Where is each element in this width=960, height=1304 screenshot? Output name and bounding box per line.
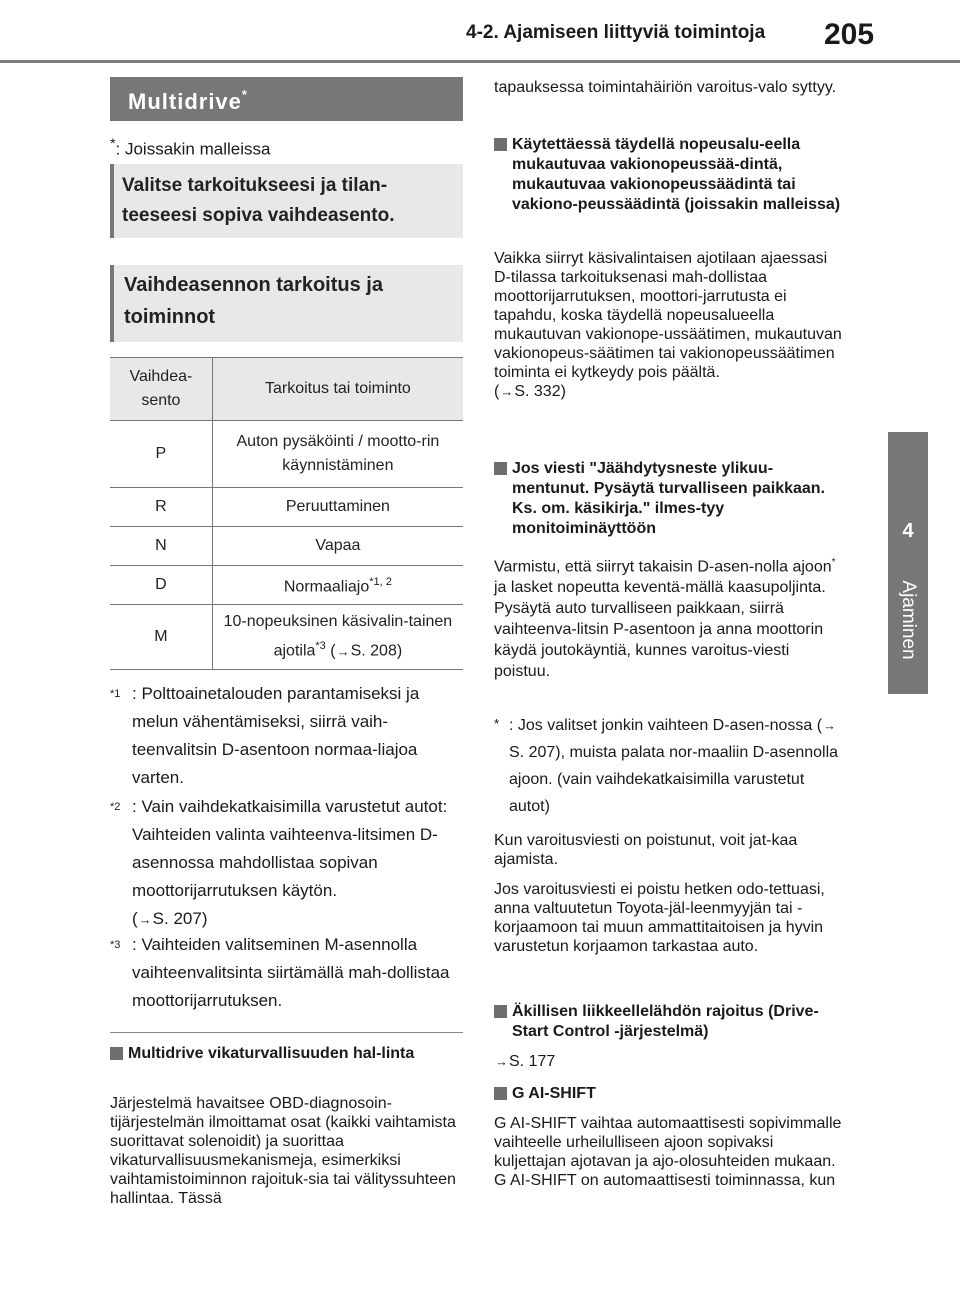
square-bullet-icon bbox=[494, 1087, 507, 1100]
bullet-heading-coolant bbox=[494, 459, 849, 539]
footnote-mark: *1, 2 bbox=[369, 576, 392, 589]
chapter-number: 4 bbox=[902, 520, 914, 542]
footnote-text: : Jos valitset jonkin vaihteen D-asen-nossa ( bbox=[509, 717, 823, 734]
page-number: 205 bbox=[824, 18, 875, 51]
gear-position: P bbox=[110, 421, 212, 488]
section-title-multidrive bbox=[110, 77, 463, 121]
footnote-mark: * bbox=[241, 87, 248, 102]
subsection-heading: Vaihdeasennon tarkoitus ja toiminnot bbox=[124, 274, 383, 328]
table-row bbox=[110, 488, 463, 527]
intro-box bbox=[110, 164, 463, 238]
page-reference: S. 207) bbox=[152, 909, 208, 928]
bullet-heading-g-ai-shift bbox=[494, 1084, 849, 1104]
paragraph-coolant bbox=[494, 552, 846, 682]
footnote-text: : Vain vaihdekatkaisimilla varustetut autot: Vaihteiden valinta vaihteenva-litsimen D-asennossa mahdollistaa sopivan moottorijarrutuksen käytön. bbox=[132, 797, 448, 900]
paragraph-text: Vaikka siirryt käsivalintaisen ajotilaan ajaessasi D-tilassa tarkoituksenasi mah-dollistaa moottorijarrutuksen, moottori-jarrutusta ei tapahdu, koska täydellä nopeusalueella mukautuvan vakionope-ussäätimen, mukautuvan vakionopeus-säätimen tai vakionopeussäätimen toiminta ei kytkeydy pois päältä. bbox=[494, 250, 842, 381]
bullet-heading-text: Äkillisen liikkeellelähdön rajoitus (Drive-Start Control -järjestelmä) bbox=[512, 1003, 819, 1040]
footnote-3 bbox=[110, 931, 465, 1015]
gear-function: 10-nopeuksinen käsivalin-tainen ajotila$^{*3}$ (→S. 208) bbox=[212, 605, 463, 670]
square-bullet-icon bbox=[494, 1005, 507, 1018]
gear-function-text: Normaaliajo bbox=[283, 578, 370, 596]
paragraph-after-warning: Kun varoitusviesti on poistunut, voit jat-kaa ajamista. bbox=[494, 832, 798, 868]
gear-position-table bbox=[110, 357, 463, 670]
square-bullet-icon bbox=[110, 1047, 123, 1060]
bullet-heading-text: Multidrive vikaturvallisuuden hal-linta bbox=[128, 1045, 415, 1062]
page-header-title: 4-2. Ajamiseen liittyviä toimintoja bbox=[466, 22, 766, 43]
footnote-2: $^{*2}$ : Vain vaihdekatkaisimilla varustetut autot: Vaihteiden valinta vaihteenva-litsimen D-asennossa mahdollistaa sopivan moottorijarrutuksen käytön. (→S. 207) bbox=[110, 793, 465, 934]
arrow-right-icon: → bbox=[138, 912, 152, 927]
page-reference: S. 332) bbox=[514, 383, 566, 400]
subsection-heading-box bbox=[110, 265, 463, 342]
bullet-heading-fail-safe bbox=[110, 1044, 465, 1064]
table-header-row bbox=[110, 358, 463, 421]
table-row bbox=[110, 605, 463, 670]
paragraph-text: ja lasket nopeutta keventä-mällä kaasupoljinta. Pysäytä auto turvalliseen paikkaan, siirrä vaihteenva-litsin P-asentoon ja anna moottorin käydä joutokäyntiä, kunnes varoitus-viesti poistuu. bbox=[494, 579, 826, 681]
intro-text: Valitse tarkoitukseesi ja tilan-teeseesi sopiva vaihdeasento. bbox=[122, 175, 395, 226]
table-header-position: Vaihdea-sento bbox=[110, 358, 212, 421]
arrow-right-icon: → bbox=[336, 643, 350, 659]
paragraph-cruise: Vaikka siirryt käsivalintaisen ajotilaan ajaessasi D-tilassa tarkoituksenasi mah-dollistaa moottorijarrutuksen, moottori-jarrutusta ei tapahdu, koska täydellä nopeusalueella mukautuvan vakionope-ussäätimen, mukautuvan vakionopeus-säätimen tai vakionopeussäätimen toiminta ei kytkeydy pois päältä. (→S. 332) bbox=[494, 250, 842, 400]
footnote-mark: * bbox=[831, 557, 836, 568]
models-note bbox=[110, 136, 270, 160]
footnote-mark: *1 bbox=[110, 688, 121, 700]
coolant-footnote bbox=[494, 712, 846, 820]
page-reference: S. 208) bbox=[350, 642, 403, 660]
paragraph-continuation: tapauksessa toimintahäiriön varoitus-valo syttyy. bbox=[494, 79, 837, 96]
bullet-heading-cruise bbox=[494, 135, 849, 215]
models-note-text: : Joissakin malleissa bbox=[115, 139, 271, 159]
paragraph-not-cleared: Jos varoitusviesti ei poistu hetken odo-tettuasi, anna valtuutetun Toyota-jäl-leenmyyjän tai -korjaamoon tai muun ammattitaitoisen ja hyvin varustetun korjaamon tarkastaa auto. bbox=[494, 881, 825, 955]
arrow-right-icon: → bbox=[823, 718, 837, 733]
bullet-heading-drive-start-control bbox=[494, 1002, 849, 1042]
footnote-mark: * bbox=[494, 716, 500, 731]
section-title-text: Multidrive bbox=[128, 89, 242, 114]
table-row bbox=[110, 527, 463, 566]
chapter-label: Ajaminen bbox=[898, 580, 919, 660]
bullet-heading-text: Käytettäessä täydellä nopeusalu-eella mukautuvaa vakionopeussää-dintä, mukautuvaa vakionopeussäädintä tai vakiono-peussäädintä (joissakin malleissa) bbox=[512, 136, 841, 213]
gear-position: R bbox=[110, 488, 212, 527]
gear-function: Auton pysäköinti / mootto-rin käynnistäminen bbox=[212, 421, 463, 488]
gear-function: Vapaa bbox=[212, 527, 463, 566]
arrow-right-icon: → bbox=[495, 1054, 508, 1069]
bullet-heading-text: G AI-SHIFT bbox=[512, 1085, 596, 1102]
arrow-right-icon: → bbox=[500, 384, 514, 399]
footnote-text: : Polttoainetalouden parantamiseksi ja melun vähentämiseksi, siirrä vaih-teenvalitsin D-asentoon normaa-liajoa varten. bbox=[132, 684, 420, 787]
gear-position: N bbox=[110, 527, 212, 566]
square-bullet-icon bbox=[494, 462, 507, 475]
paragraph-fail-safe: Järjestelmä havaitsee OBD-diagnosoin-tijärjestelmän ilmoittamat osat (kaikki vaihtamista suorittavat solenoidit) ja suorittaa vikaturvallisuusmekanismeja, esimerkiksi vaihtamistoiminnon rajoituk-sia tai välityssuhteen hallintaa. Tässä bbox=[110, 1095, 456, 1207]
square-bullet-icon bbox=[494, 138, 507, 151]
table-header-function: Tarkoitus tai toiminto bbox=[212, 358, 463, 421]
paragraph-g-ai-shift: G AI-SHIFT vaihtaa automaattisesti sopivimmalle vaihteelle urheilulliseen ajoon sopivaksi kuljettajan ajotavan ja ajo-olosuhteiden mukaan. G AI-SHIFT on automaattisesti toiminnassa, kun bbox=[494, 1115, 842, 1189]
footnote-mark: *2 bbox=[110, 801, 121, 813]
paragraph-text: Varmistu, että siirryt takaisin D-asen-nolla ajoon bbox=[494, 558, 832, 576]
divider bbox=[110, 1032, 463, 1033]
footnote-text: S. 207), muista palata nor-maaliin D-asennolla ajoon. (vain vaihdekatkaisimilla varustetut autot) bbox=[509, 744, 839, 815]
footnote-text: : Vaihteiden valitseminen M-asennolla vaihteenvalitsinta siirtämällä mah-dollistaa moottorijarrutuksen. bbox=[132, 935, 450, 1010]
page-reference: S. 177 bbox=[509, 1053, 556, 1070]
table-row bbox=[110, 421, 463, 488]
bullet-heading-text: Jos viesti "Jäähdytysneste ylikuu-mentunut. Pysäytä turvalliseen paikkaan. Ks. om. käsikirja." ilmes-tyy monitoiminäyttöön bbox=[512, 460, 826, 537]
gear-function-text: 10-nopeuksinen käsivalin-tainen ajotila bbox=[223, 613, 453, 660]
gear-position: M bbox=[110, 605, 212, 670]
footnote-mark: *3 bbox=[110, 939, 121, 951]
footnote-1 bbox=[110, 680, 465, 792]
header-rule bbox=[0, 60, 960, 63]
gear-position: D bbox=[110, 566, 212, 605]
gear-function bbox=[212, 566, 463, 605]
reference-drive-start-control bbox=[494, 1052, 555, 1071]
footnote-mark: *3 bbox=[315, 640, 326, 653]
table-row bbox=[110, 566, 463, 605]
footnote-mark: * bbox=[110, 136, 116, 152]
gear-function: Peruuttaminen bbox=[212, 488, 463, 527]
